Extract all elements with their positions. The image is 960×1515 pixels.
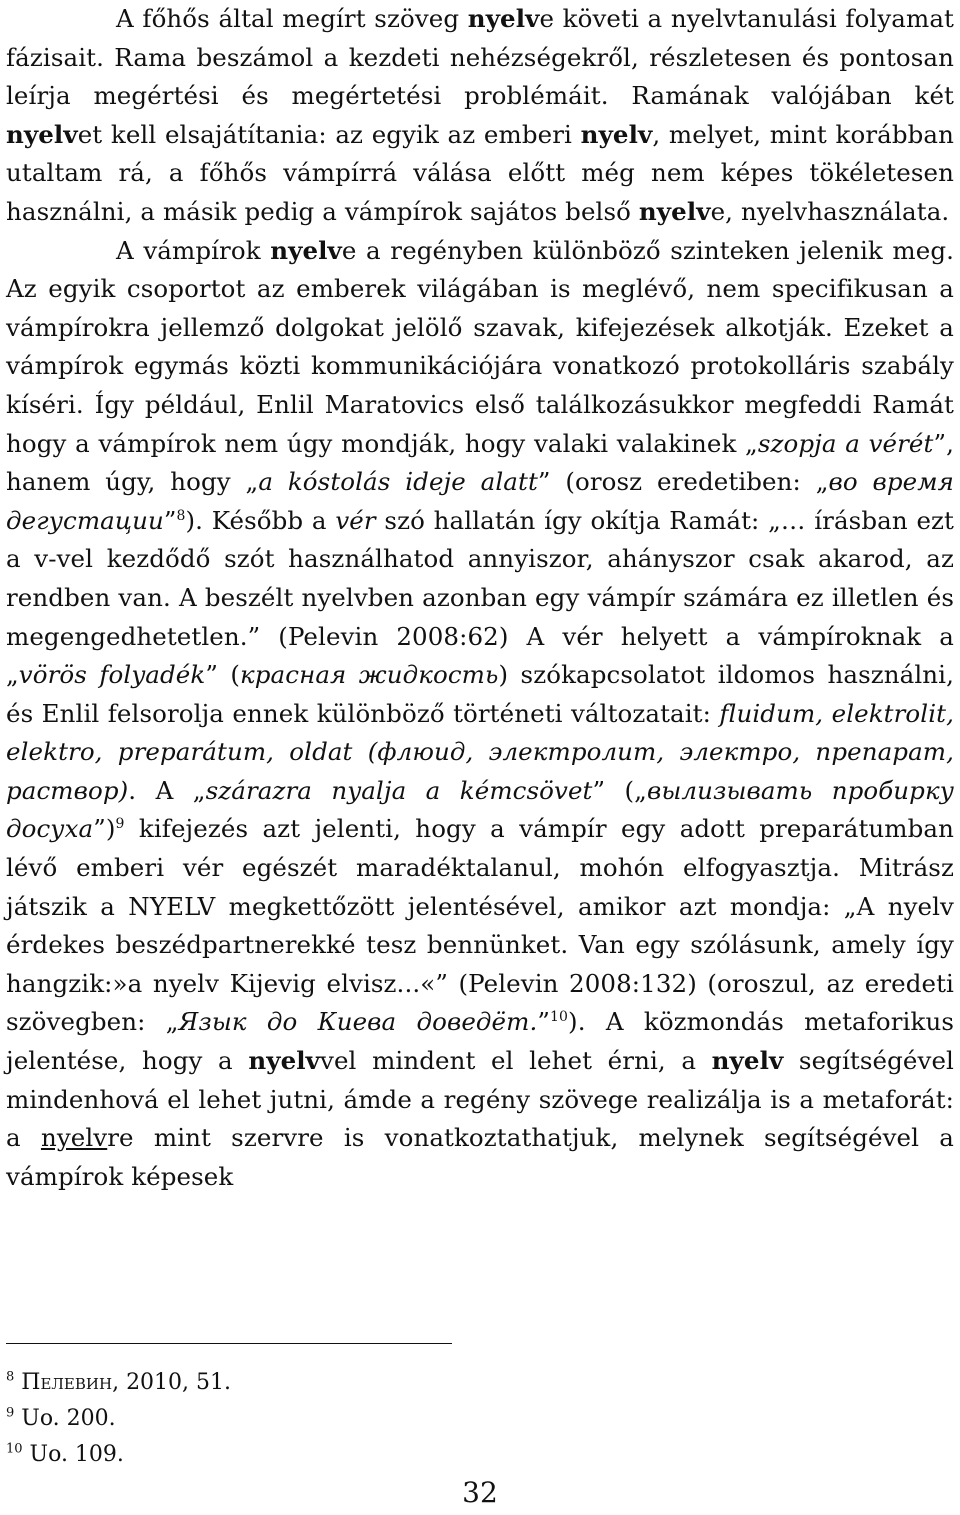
footnote-author: Пелевин bbox=[21, 1370, 113, 1395]
text-run: fluidum, elektrolit, elektro, preparátum, oldat (флюид, электролит, электро, препарат, раствор) bbox=[6, 698, 954, 805]
footnote-text: Uo. 109. bbox=[29, 1442, 124, 1467]
text-run: Язык до Киева доведёт. bbox=[178, 1007, 538, 1037]
text-run: ). Később a bbox=[185, 505, 336, 535]
footnote-text: , 2010, 51. bbox=[112, 1370, 232, 1395]
text-run: szárazra nyalja a kémcsövet bbox=[205, 775, 593, 805]
text-run: vér bbox=[335, 505, 376, 535]
footnote-number: 9 bbox=[6, 1405, 15, 1421]
footnote-ref: 9 bbox=[115, 816, 125, 833]
text-run: ”) bbox=[93, 814, 116, 844]
text-run: A vámpírok bbox=[116, 235, 271, 265]
text-run: ” (orosz eredetiben: „ bbox=[537, 467, 829, 497]
text-run: a kóstolás ideje alatt bbox=[258, 467, 538, 497]
text-run: nyelv bbox=[270, 235, 342, 265]
text-run: nyelv bbox=[580, 119, 653, 149]
text-run: ” bbox=[537, 1007, 551, 1037]
paragraph-1 bbox=[6, 0, 954, 232]
footnote-number: 8 bbox=[6, 1369, 15, 1385]
page-body bbox=[6, 0, 954, 1196]
paragraph-2 bbox=[6, 232, 954, 1197]
footnote-10 bbox=[6, 1441, 124, 1469]
text-run: nyelv bbox=[6, 119, 78, 149]
text-run: . A „ bbox=[128, 775, 206, 805]
text-run: szó hallatán így okítja Ramát: „… írásban ezt a v-vel kezdődő szót használhatod annyiszor, ahányszor csak akarod, az rendben van. A beszélt nyelvben azonban egy vámpír számára ez illetlen és megengedhetetlen.” (Pelevin 2008:62) A vér helyett a vámpíroknak a „ bbox=[6, 505, 954, 690]
footnote-8 bbox=[6, 1369, 231, 1397]
text-run: e a regényben különböző szinteken jelenik meg. Az egyik csoportot az emberek világában is meglévő, nem specifikusan a vámpírokra jellemző dolgokat jelölő szavak, kifejezések alkotják. Ezeket a vámpírok egymás közti kommunikációjára vonatkozó protokolláris szabály kíséri. Így például, Enlil Maratovics első találkozásukkor megfeddi Ramát hogy a vámpírok nem úgy mondják, hogy valaki valakinek „ bbox=[6, 235, 954, 458]
text-run: ” ( bbox=[205, 660, 241, 690]
text-run: nyelv bbox=[248, 1046, 321, 1076]
text-run: красная жидкость bbox=[240, 660, 499, 690]
text-run: ” („ bbox=[592, 775, 647, 805]
footnote-divider bbox=[6, 1343, 452, 1344]
footnote-9 bbox=[6, 1405, 116, 1433]
text-run: ) szókapcsolatot ildomos használni, és Enlil felsorolja ennek különböző történeti változatait: bbox=[6, 660, 954, 728]
text-run: nyelv bbox=[638, 196, 711, 226]
footnote-ref: 8 bbox=[176, 507, 186, 524]
text-run: во время дегустации bbox=[6, 467, 954, 535]
text-run: kifejezés azt jelenti, hogy a vámpír egy adott preparátumban lévő emberi vér egészét maradéktalanul, mohón elfogyasztja. Mitrász játszik a NYELV megkettőzött jelentésével, amikor azt mondja: „A nyelv érdekes beszédpartnerekké tesz bennünket. Van egy szólásunk, amely így hangzik:»a nyelv Kijevig elvisz...«” (Pelevin 2008:132) (oroszul, az eredeti szövegben: „ bbox=[6, 814, 954, 1037]
page-number: 32 bbox=[462, 1476, 498, 1509]
text-run: segítségével mindenhová el lehet jutni, ámde a regény szövege realizálja is a metaforát: a bbox=[6, 1046, 954, 1153]
text-run: vel mindent el lehet érni, a bbox=[320, 1046, 712, 1076]
footnote-text: Uo. 200. bbox=[21, 1406, 116, 1431]
footnote-ref: 10 bbox=[550, 1009, 569, 1026]
text-run: ”, hanem úgy, hogy „ bbox=[6, 428, 954, 497]
text-run: vörös folyadék bbox=[18, 660, 206, 690]
text-run: e, nyelvhasználata. bbox=[710, 196, 950, 226]
text-run: re mint szervre is vonatkoztathatjuk, melynek segítségével a vámpírok képesek bbox=[6, 1123, 954, 1191]
text-run: ). A közmondás metaforikus jelentése, hogy a bbox=[6, 1007, 954, 1076]
text-run: , melyet, mint korábban utaltam rá, a főhős vámpírrá válása előtt még nem képes tökéletesen használni, a másik pedig a vámpírok sajátos belső bbox=[6, 119, 954, 226]
text-run: A főhős által megírt szöveg bbox=[116, 4, 468, 33]
text-run: et kell elsajátítania: az egyik az emberi bbox=[77, 119, 581, 149]
footnote-number: 10 bbox=[6, 1441, 23, 1457]
text-run: nyelv bbox=[711, 1046, 784, 1076]
text-run: e követi a nyelvtanulási folyamat fázisait. Rama beszámol a kezdeti nehézségekről, részletesen és pontosan leírja megértési és megértetési problémáit. Ramának valójában két bbox=[6, 4, 954, 111]
text-run: szopja a vérét bbox=[757, 428, 934, 458]
text-run: nyelv bbox=[40, 1123, 108, 1153]
text-run: ” bbox=[163, 505, 177, 535]
text-run: nyelv bbox=[467, 4, 540, 33]
text-run: вылизывать пробирку досуха bbox=[6, 775, 955, 844]
